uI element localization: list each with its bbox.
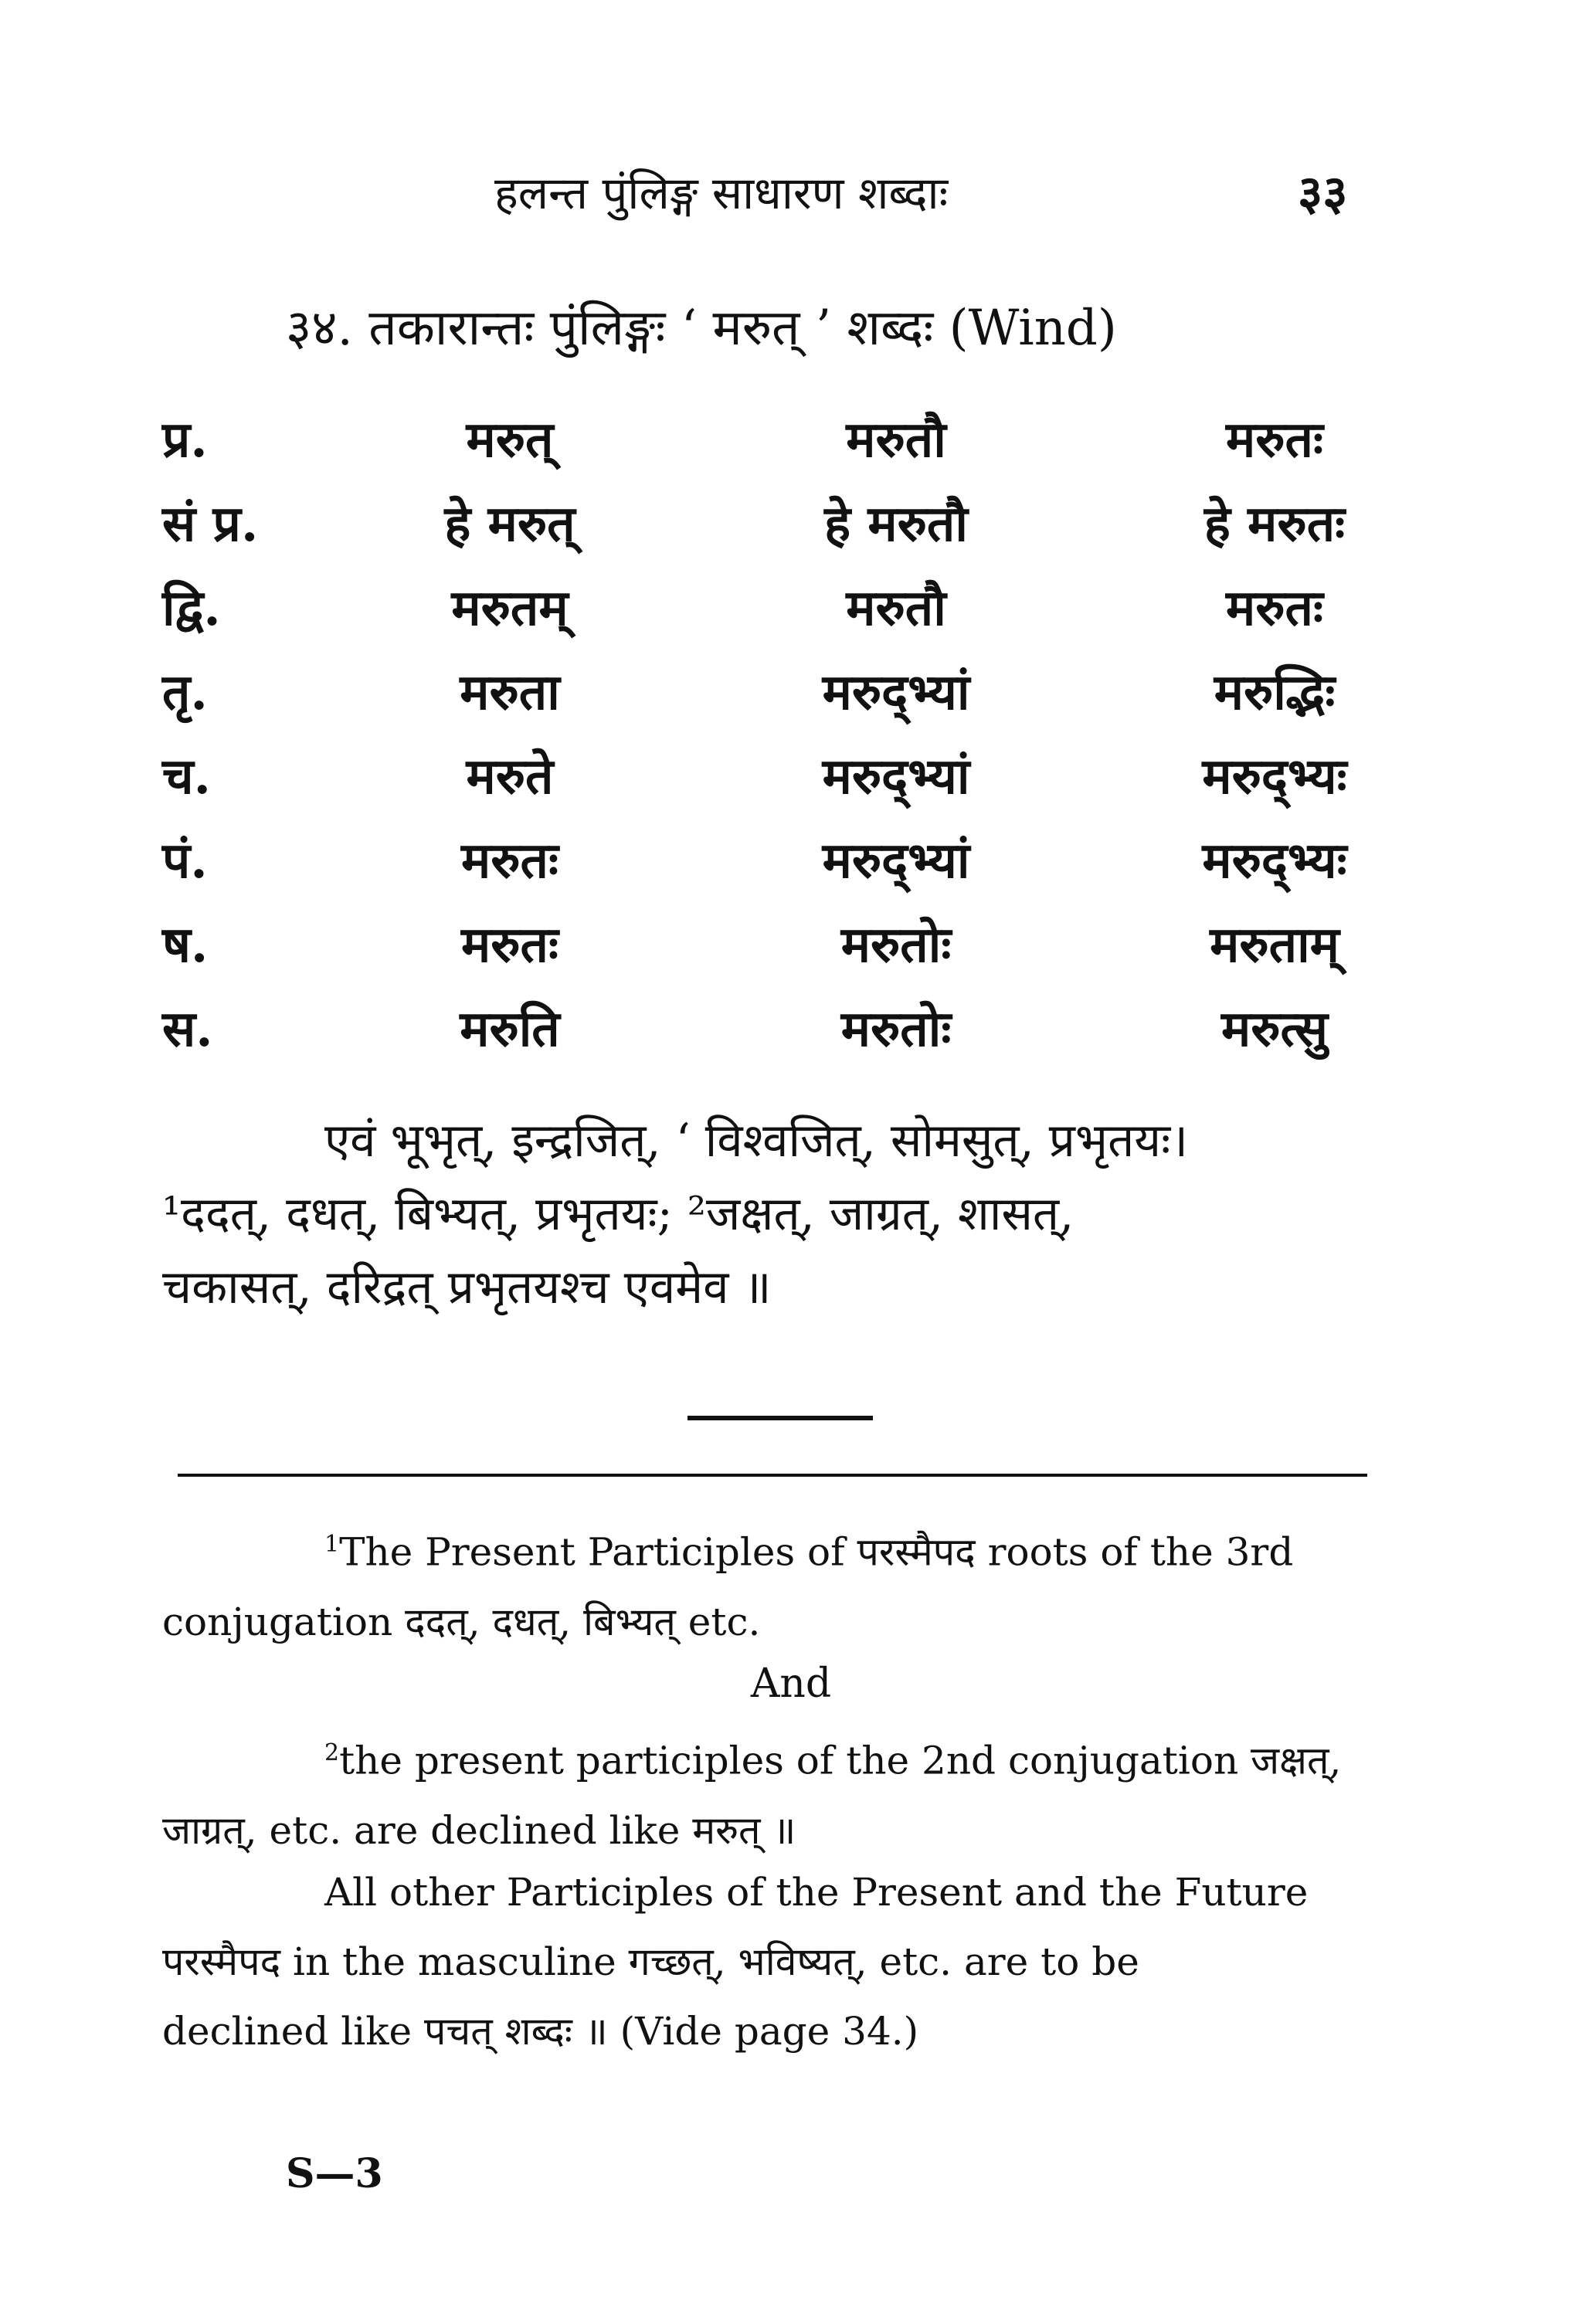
page-number: ३३: [1298, 165, 1348, 221]
section-divider: [687, 1416, 873, 1420]
note-line-2: परस्मैपद in the masculine गच्छत्, भविष्यत्, etc. are to be: [162, 1939, 1139, 1984]
body-line-1: एवं भूभृत्, इन्द्रजित्, ‘ विश्वजित्, सोमसुत्, प्रभृतयः।: [324, 1114, 1188, 1168]
dual-form: मरुतोः: [840, 1000, 952, 1058]
plural-form: हे मरुतः: [1203, 495, 1346, 553]
footnote-separator: [178, 1474, 1367, 1477]
table-row: [162, 738, 1398, 823]
signature-mark: S—3: [286, 2150, 383, 2197]
dual-form: मरुद्भ्यां: [822, 748, 970, 806]
singular-form: मरुतः: [461, 916, 558, 974]
case-label: सं प्र.: [162, 495, 259, 553]
dual-form: मरुद्भ्यां: [822, 663, 970, 721]
body-line-2: ¹ददत्, दधत्, बिभ्यत्, प्रभृतयः; ²जक्षत्, जाग्रत्, शासत्,: [162, 1187, 1074, 1241]
singular-form: मरुत्: [466, 411, 554, 469]
singular-form: मरुते: [466, 748, 554, 806]
table-row: [162, 402, 1398, 486]
table-row: [162, 823, 1398, 907]
table-row: [162, 907, 1398, 991]
case-label: पं.: [162, 832, 208, 890]
singular-form: मरुता: [460, 663, 560, 721]
footnote-2-line-2: जाग्रत्, etc. are declined like मरुत् ॥: [162, 1807, 796, 1853]
dual-form: हे मरुतौ: [824, 495, 968, 553]
case-label: च.: [162, 748, 211, 806]
plural-form: मरुतः: [1226, 579, 1323, 637]
singular-form: मरुतः: [461, 832, 558, 890]
running-title: हलन्त पुंलिङ्ग साधारण शब्दाः: [494, 167, 949, 219]
footnote-2: [162, 1718, 1406, 1865]
singular-form: मरुतम्: [451, 579, 569, 637]
footnote-2-line-1: the present participles of the 2nd conjugation जक्षत्,: [339, 1738, 1342, 1783]
plural-form: मरुताम्: [1210, 916, 1339, 974]
dual-form: मरुतौ: [846, 579, 946, 637]
declension-table: [162, 402, 1398, 1075]
case-label: ष.: [162, 916, 209, 974]
note-paragraph: [162, 1858, 1406, 2066]
case-label: प्र.: [162, 411, 208, 469]
and-connector: And: [750, 1661, 832, 1707]
table-row: [162, 570, 1398, 654]
plural-form: मरुद्भिः: [1214, 663, 1336, 721]
table-row: [162, 991, 1398, 1075]
footnote-marker: 2: [324, 1739, 340, 1766]
body-paragraph: [162, 1104, 1406, 1325]
footnote-marker: 1: [324, 1531, 340, 1558]
footnote-1-line-2: conjugation ददत्, दधत्, बिभ्यत् etc.: [162, 1599, 761, 1644]
plural-form: मरुत्सु: [1220, 1000, 1329, 1058]
singular-form: हे मरुत्: [444, 495, 575, 553]
footnote-1-line-1: The Present Participles of परस्मैपद roots of the 3rd: [339, 1529, 1294, 1575]
note-line-1: All other Participles of the Present and the Future: [324, 1870, 1309, 1915]
case-label: स.: [162, 1000, 213, 1058]
note-line-3: declined like पचत् शब्दः ॥ (Vide page 34.): [162, 2009, 919, 2054]
footnote-1: [162, 1510, 1406, 1657]
plural-form: मरुतः: [1226, 411, 1323, 469]
plural-form: मरुद्भ्यः: [1202, 748, 1347, 806]
dual-form: मरुतौ: [846, 411, 946, 469]
case-label: तृ.: [162, 663, 208, 721]
singular-form: मरुति: [460, 1000, 560, 1058]
dual-form: मरुद्भ्यां: [822, 832, 970, 890]
dual-form: मरुतोः: [840, 916, 952, 974]
body-line-3: चकासत्, दरिद्रत् प्रभृतयश्च एवमेव ॥: [162, 1260, 772, 1315]
table-row: [162, 654, 1398, 738]
section-title: ३४. तकारान्तः पुंलिङ्गः ‘ मरुत् ’ शब्दः (Wind): [286, 300, 1117, 357]
plural-form: मरुद्भ्यः: [1202, 832, 1347, 890]
table-row: [162, 486, 1398, 570]
case-label: द्वि.: [162, 579, 221, 637]
